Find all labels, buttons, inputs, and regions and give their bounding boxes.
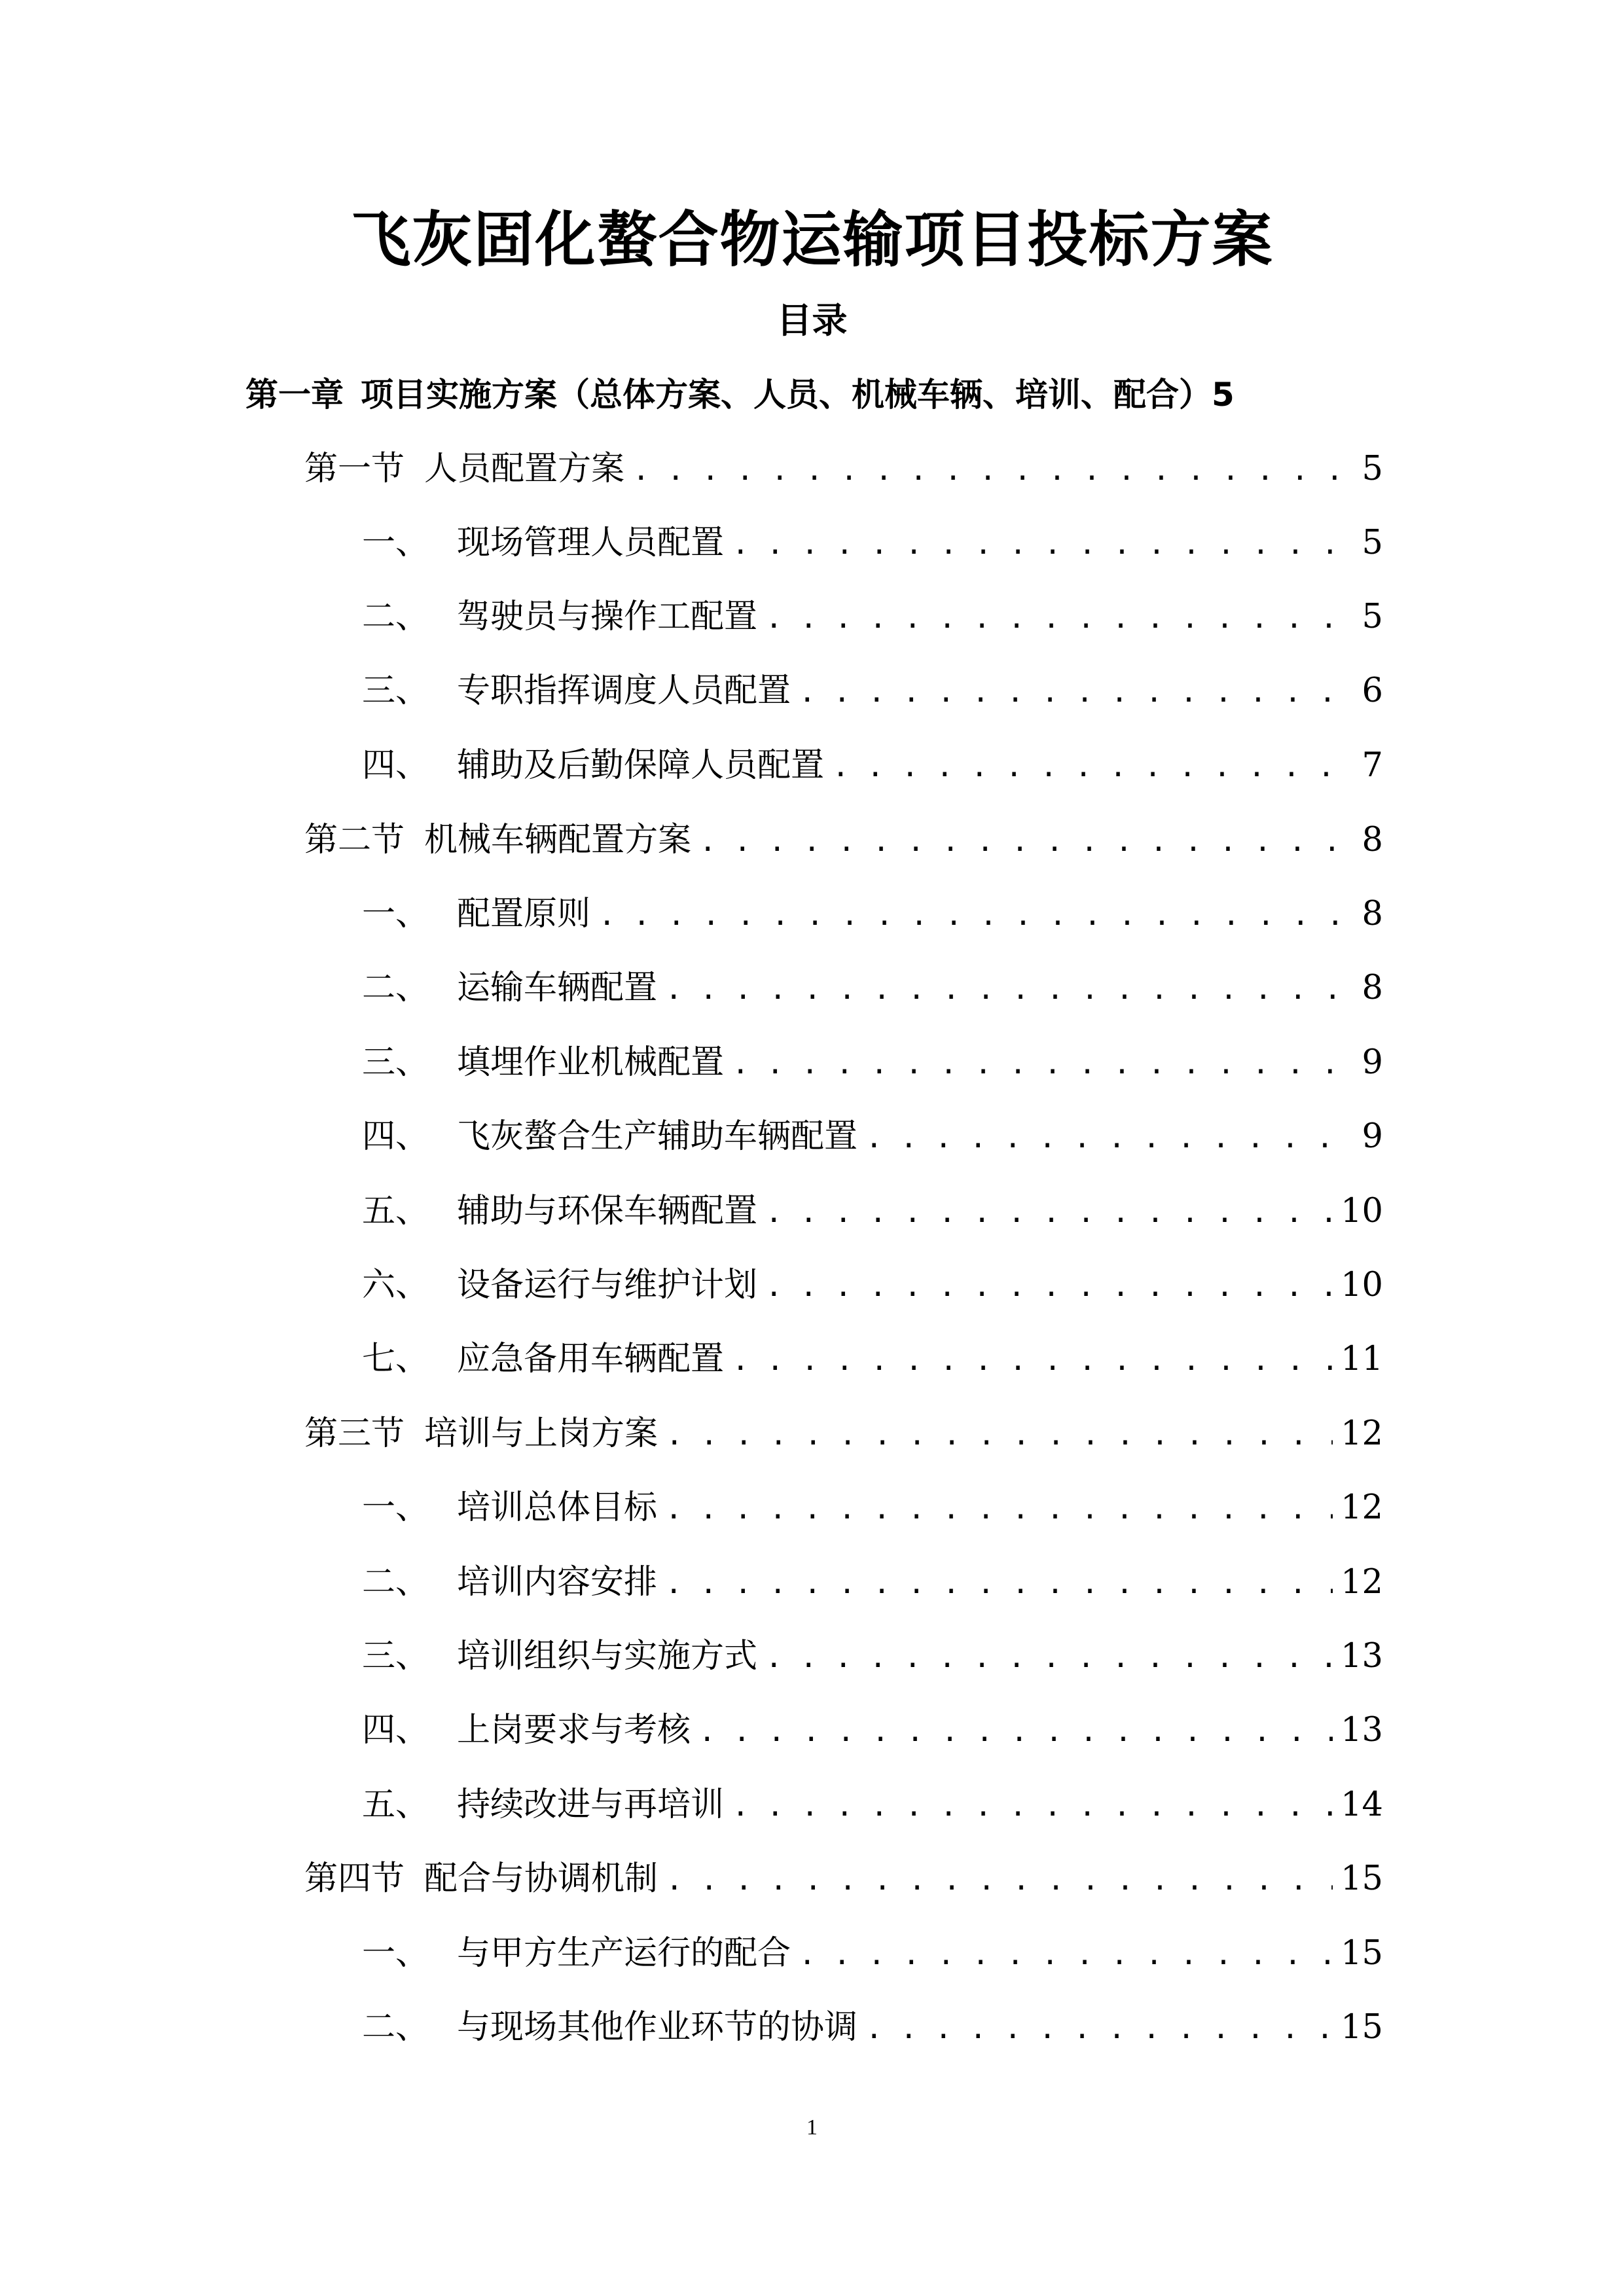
toc-chapter-entry[interactable] bbox=[245, 368, 1390, 421]
toc-entry-page: 5 bbox=[1362, 450, 1383, 488]
toc-entry-page: 12 bbox=[1341, 1488, 1383, 1527]
toc-heading: 目录 bbox=[776, 300, 848, 341]
toc-entry[interactable] bbox=[362, 1482, 1383, 1534]
toc-dot-leader bbox=[799, 1929, 1333, 1981]
toc-dot-leader bbox=[732, 1780, 1333, 1833]
toc-dot-leader bbox=[698, 1706, 1333, 1758]
toc-entry-page: 9 bbox=[1362, 1117, 1383, 1156]
toc-entry-title: 培训总体目标 bbox=[457, 1488, 658, 1527]
toc-entry-number: 二、 bbox=[362, 969, 429, 1007]
toc-entry[interactable] bbox=[362, 740, 1383, 792]
toc-dot-leader bbox=[765, 1261, 1333, 1313]
toc-entry-page: 13 bbox=[1341, 1637, 1383, 1676]
toc-entry[interactable] bbox=[362, 591, 1383, 643]
toc-entry[interactable] bbox=[362, 962, 1383, 1014]
toc-entry-page: 11 bbox=[1341, 1340, 1383, 1378]
toc-entry-title: 飞灰螯合生产辅助车辆配置 bbox=[457, 1117, 858, 1156]
toc-entry-title: 与现场其他作业环节的协调 bbox=[457, 2008, 858, 2047]
toc-entry[interactable] bbox=[362, 1928, 1383, 1980]
toc-entry-title: 机械车辆配置方案 bbox=[424, 821, 692, 859]
page-number: 1 bbox=[806, 2115, 818, 2140]
toc-entry-page: 13 bbox=[1341, 1711, 1383, 1749]
toc-entry-page: 8 bbox=[1362, 969, 1383, 1007]
toc-entry[interactable] bbox=[362, 1779, 1383, 1831]
toc-entry[interactable] bbox=[362, 1111, 1383, 1163]
toc-entry-number: 第一节 bbox=[304, 450, 405, 488]
toc-entry-page: 14 bbox=[1341, 1785, 1383, 1824]
toc-dot-leader bbox=[666, 1409, 1333, 1462]
toc-entry-title: 辅助及后勤保障人员配置 bbox=[457, 746, 825, 785]
toc-entry-page: 10 bbox=[1341, 1192, 1383, 1230]
toc-entry-number: 一、 bbox=[362, 895, 429, 933]
toc-entry-page: 6 bbox=[1362, 672, 1383, 710]
toc-entry-number: 三、 bbox=[362, 1043, 429, 1082]
toc-entry-title: 培训与上岗方案 bbox=[424, 1414, 659, 1453]
toc-entry-number: 三、 bbox=[362, 672, 429, 710]
toc-dot-leader bbox=[632, 444, 1354, 497]
toc-entry-title: 运输车辆配置 bbox=[457, 969, 658, 1007]
toc-entry-number: 第三节 bbox=[304, 1414, 405, 1453]
toc-entry[interactable] bbox=[304, 1853, 1383, 1905]
toc-entry-number: 一、 bbox=[362, 1488, 429, 1527]
toc-entry-number: 二、 bbox=[362, 2008, 429, 2047]
toc-entry[interactable] bbox=[362, 1704, 1383, 1757]
toc-entry-title: 持续改进与再培训 bbox=[457, 1785, 725, 1824]
toc-entry[interactable] bbox=[304, 443, 1383, 495]
toc-entry-page: 10 bbox=[1341, 1266, 1383, 1304]
toc-entry-title: 人员配置方案 bbox=[424, 450, 625, 488]
toc-entry-title: 辅助与环保车辆配置 bbox=[457, 1192, 758, 1230]
toc-entry-page: 12 bbox=[1341, 1414, 1383, 1453]
toc-entry[interactable] bbox=[362, 1185, 1383, 1238]
toc-entry-title: 填埋作业机械配置 bbox=[457, 1043, 725, 1082]
toc-entry-number: 一、 bbox=[362, 1934, 429, 1973]
toc-entry-page: 9 bbox=[1362, 1043, 1383, 1082]
toc-entry-title: 驾驶员与操作工配置 bbox=[457, 598, 758, 636]
toc-entry-title: 培训组织与实施方式 bbox=[457, 1637, 758, 1676]
toc-dot-leader bbox=[699, 816, 1354, 868]
toc-entry-title: 配合与协调机制 bbox=[424, 1859, 659, 1898]
toc-dot-leader bbox=[666, 1854, 1333, 1907]
toc-entry-number: 二、 bbox=[362, 598, 429, 636]
toc-entry[interactable] bbox=[362, 1630, 1383, 1683]
toc-entry-page: 7 bbox=[1362, 746, 1383, 785]
toc-dot-leader bbox=[865, 1112, 1354, 1164]
toc-entry-number: 五、 bbox=[362, 1192, 429, 1230]
toc-dot-leader bbox=[765, 592, 1354, 645]
toc-dot-leader bbox=[732, 518, 1354, 571]
toc-entry[interactable] bbox=[362, 517, 1383, 569]
toc-entry-number: 四、 bbox=[362, 1117, 429, 1156]
toc-entry-page: 15 bbox=[1341, 2008, 1383, 2047]
toc-entry-number: 一、 bbox=[362, 524, 429, 562]
toc-entry-number: 四、 bbox=[362, 1711, 429, 1749]
toc-entry-page: 15 bbox=[1341, 1934, 1383, 1973]
toc-entry-number: 三、 bbox=[362, 1637, 429, 1676]
toc-entry-page: 5 bbox=[1362, 598, 1383, 636]
toc-entry[interactable] bbox=[362, 1556, 1383, 1609]
toc-entry-page: 8 bbox=[1362, 895, 1383, 933]
toc-dot-leader bbox=[665, 963, 1354, 1016]
toc-entry-number: 七、 bbox=[362, 1340, 429, 1378]
toc-entry-number: 四、 bbox=[362, 746, 429, 785]
toc-entry-page: 5 bbox=[1362, 524, 1383, 562]
toc-dot-leader bbox=[732, 1335, 1333, 1387]
toc-entry-title: 设备运行与维护计划 bbox=[457, 1266, 758, 1304]
toc-dot-leader bbox=[832, 741, 1354, 793]
toc-entry-number: 第二节 bbox=[304, 821, 405, 859]
toc-entry-page: 8 bbox=[1362, 821, 1383, 859]
toc-entry-title: 与甲方生产运行的配合 bbox=[457, 1934, 791, 1973]
toc-dot-leader bbox=[665, 1558, 1333, 1610]
toc-entry-page: 12 bbox=[1341, 1563, 1383, 1602]
toc-entry-number: 六、 bbox=[362, 1266, 429, 1304]
toc-entry-title: 专职指挥调度人员配置 bbox=[457, 672, 791, 710]
toc-dot-leader bbox=[598, 889, 1354, 942]
toc-dot-leader bbox=[732, 1038, 1354, 1090]
toc-entry-title: 配置原则 bbox=[457, 895, 591, 933]
toc-entry-number: 二、 bbox=[362, 1563, 429, 1602]
toc-entry[interactable] bbox=[362, 2001, 1383, 2054]
toc-entry-title: 项目实施方案（总体方案、人员、机械车辆、培训、配合） bbox=[361, 376, 1212, 414]
toc-entry-page: 15 bbox=[1341, 1859, 1383, 1898]
toc-entry-title: 现场管理人员配置 bbox=[457, 524, 725, 562]
document-title: 飞灰固化螯合物运输项目投标方案 bbox=[350, 205, 1274, 275]
toc-dot-leader bbox=[665, 1483, 1333, 1535]
toc-entry[interactable] bbox=[304, 814, 1383, 867]
toc-entry-page: 5 bbox=[1212, 376, 1235, 414]
toc-entry[interactable] bbox=[362, 1037, 1383, 1089]
toc-dot-leader bbox=[765, 1187, 1333, 1239]
toc-entry[interactable] bbox=[362, 1333, 1383, 1386]
toc-entry[interactable] bbox=[362, 1259, 1383, 1312]
toc-entry-number: 第四节 bbox=[304, 1859, 405, 1898]
toc-entry[interactable] bbox=[362, 665, 1383, 717]
toc-dot-leader bbox=[765, 1632, 1333, 1684]
toc-entry-title: 培训内容安排 bbox=[457, 1563, 658, 1602]
toc-entry[interactable] bbox=[362, 888, 1383, 941]
toc-entry-number: 第一章 bbox=[245, 376, 344, 414]
toc-dot-leader bbox=[865, 2003, 1333, 2055]
toc-entry[interactable] bbox=[304, 1408, 1383, 1460]
toc-entry-number: 五、 bbox=[362, 1785, 429, 1824]
toc-entry-title: 应急备用车辆配置 bbox=[457, 1340, 725, 1378]
toc-dot-leader bbox=[799, 666, 1354, 719]
toc-entry-title: 上岗要求与考核 bbox=[457, 1711, 691, 1749]
